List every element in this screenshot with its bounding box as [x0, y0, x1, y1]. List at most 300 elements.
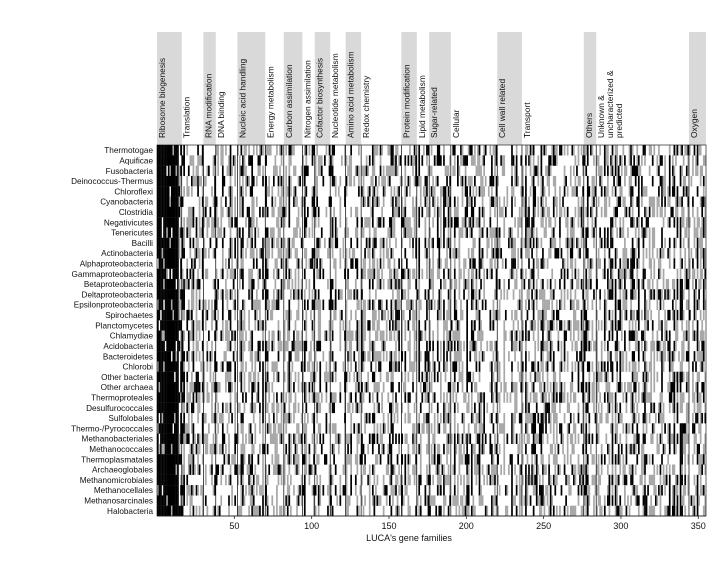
- heatmap-cell: [670, 361, 672, 371]
- heatmap-cell: [575, 269, 577, 279]
- heatmap-cell: [661, 197, 663, 207]
- heatmap-cell: [455, 444, 457, 454]
- heatmap-cell: [568, 403, 570, 413]
- heatmap-cell: [462, 382, 464, 392]
- heatmap-cell: [168, 341, 170, 351]
- heatmap-cell: [479, 207, 481, 217]
- heatmap-cell: [197, 382, 199, 392]
- heatmap-cell: [248, 279, 250, 289]
- heatmap-cell: [305, 227, 307, 237]
- heatmap-cell: [183, 331, 185, 341]
- heatmap-cell: [165, 372, 167, 382]
- heatmap-cell: [684, 176, 686, 186]
- heatmap-cell: [374, 227, 376, 237]
- heatmap-cell: [169, 413, 171, 423]
- heatmap-cell: [332, 248, 334, 258]
- heatmap-cell: [174, 155, 176, 165]
- heatmap-cell: [177, 186, 179, 196]
- heatmap-cell: [635, 227, 637, 237]
- heatmap-cell: [508, 279, 510, 289]
- heatmap-cell: [536, 238, 538, 248]
- heatmap-cell: [333, 392, 335, 402]
- heatmap-cell: [459, 341, 461, 351]
- heatmap-cell: [278, 300, 280, 310]
- heatmap-cell: [244, 166, 246, 176]
- heatmap-cell: [443, 207, 445, 217]
- heatmap-cell: [409, 227, 411, 237]
- heatmap-cell: [633, 248, 635, 258]
- heatmap-cell: [542, 310, 544, 320]
- heatmap-cell: [500, 155, 502, 165]
- heatmap-cell: [471, 300, 473, 310]
- heatmap-cell: [162, 423, 164, 433]
- heatmap-cell: [516, 176, 518, 186]
- heatmap-cell: [483, 413, 485, 423]
- heatmap-cell: [169, 207, 171, 217]
- heatmap-cell: [448, 289, 450, 299]
- heatmap-cell: [534, 289, 536, 299]
- heatmap-cell: [483, 269, 485, 279]
- heatmap-cell: [174, 279, 176, 289]
- heatmap-cell: [489, 269, 491, 279]
- heatmap-cell: [633, 372, 635, 382]
- heatmap-cell: [674, 310, 676, 320]
- heatmap-cell: [285, 166, 287, 176]
- heatmap-cell: [321, 155, 323, 165]
- heatmap-cell: [622, 351, 624, 361]
- heatmap-cell: [570, 258, 572, 268]
- heatmap-cell: [471, 392, 473, 402]
- heatmap-cell: [525, 217, 527, 227]
- heatmap-cell: [326, 382, 328, 392]
- heatmap-cell: [239, 403, 241, 413]
- heatmap-cell: [485, 300, 487, 310]
- heatmap-cell: [602, 269, 604, 279]
- heatmap-cell: [616, 248, 618, 258]
- heatmap-cell: [525, 361, 527, 371]
- heatmap-cell: [686, 372, 688, 382]
- heatmap-cell: [674, 434, 676, 444]
- heatmap-cell: [670, 207, 672, 217]
- heatmap-cell: [206, 269, 208, 279]
- heatmap-cell: [369, 289, 371, 299]
- heatmap-cell: [445, 423, 447, 433]
- heatmap-cell: [211, 403, 213, 413]
- heatmap-cell: [271, 310, 273, 320]
- heatmap-cell: [567, 392, 569, 402]
- heatmap-cell: [159, 351, 161, 361]
- heatmap-cell: [622, 289, 624, 299]
- heatmap-cell: [408, 413, 410, 423]
- heatmap-cell: [222, 186, 224, 196]
- heatmap-cell: [573, 413, 575, 423]
- heatmap-cell: [350, 331, 352, 341]
- heatmap-cell: [339, 434, 341, 444]
- heatmap-cell: [248, 145, 250, 155]
- heatmap-cell: [409, 217, 411, 227]
- heatmap-cell: [675, 372, 677, 382]
- heatmap-cell: [258, 341, 260, 351]
- heatmap-cell: [636, 166, 638, 176]
- heatmap-cell: [168, 413, 170, 423]
- heatmap-cell: [516, 269, 518, 279]
- heatmap-cell: [372, 279, 374, 289]
- heatmap-cell: [357, 300, 359, 310]
- heatmap-cell: [581, 238, 583, 248]
- heatmap-cell: [556, 423, 558, 433]
- heatmap-cell: [244, 310, 246, 320]
- heatmap-cell: [544, 403, 546, 413]
- heatmap-cell: [510, 392, 512, 402]
- heatmap-cell: [312, 413, 314, 423]
- heatmap-cell: [372, 413, 374, 423]
- heatmap-cell: [278, 320, 280, 330]
- heatmap-cell: [440, 372, 442, 382]
- heatmap-cell: [288, 248, 290, 258]
- heatmap-cell: [525, 166, 527, 176]
- heatmap-cell: [686, 186, 688, 196]
- heatmap-cell: [357, 382, 359, 392]
- heatmap-cell: [335, 217, 337, 227]
- heatmap-cell: [245, 331, 247, 341]
- heatmap-cell: [183, 361, 185, 371]
- heatmap-cell: [174, 351, 176, 361]
- heatmap-cell: [168, 155, 170, 165]
- heatmap-cell: [536, 392, 538, 402]
- heatmap-cell: [241, 310, 243, 320]
- heatmap-cell: [392, 361, 394, 371]
- heatmap-cell: [179, 392, 181, 402]
- heatmap-cell: [691, 248, 693, 258]
- heatmap-cell: [618, 413, 620, 423]
- heatmap-cell: [231, 382, 233, 392]
- heatmap-cell: [165, 145, 167, 155]
- heatmap-cell: [225, 289, 227, 299]
- heatmap-cell: [186, 186, 188, 196]
- heatmap-cell: [619, 258, 621, 268]
- heatmap-cell: [392, 248, 394, 258]
- heatmap-cell: [363, 186, 365, 196]
- heatmap-cell: [281, 186, 283, 196]
- heatmap-cell: [176, 434, 178, 444]
- heatmap-cell: [267, 310, 269, 320]
- heatmap-cell: [701, 166, 703, 176]
- heatmap-cell: [369, 238, 371, 248]
- heatmap-cell: [273, 331, 275, 341]
- heatmap-cell: [248, 434, 250, 444]
- heatmap-cell: [604, 372, 606, 382]
- heatmap-cell: [698, 341, 700, 351]
- heatmap-cell: [239, 341, 241, 351]
- heatmap-cell: [681, 320, 683, 330]
- heatmap-cell: [248, 155, 250, 165]
- heatmap-cell: [533, 155, 535, 165]
- heatmap-cell: [288, 186, 290, 196]
- heatmap-cell: [548, 217, 550, 227]
- heatmap-cell: [604, 207, 606, 217]
- heatmap-cell: [491, 258, 493, 268]
- heatmap-cell: [378, 176, 380, 186]
- heatmap-cell: [592, 176, 594, 186]
- heatmap-cell: [230, 372, 232, 382]
- heatmap-cell: [304, 392, 306, 402]
- heatmap-cell: [683, 341, 685, 351]
- heatmap-cell: [418, 444, 420, 454]
- heatmap-cell: [188, 166, 190, 176]
- heatmap-cell: [434, 392, 436, 402]
- heatmap-cell: [253, 413, 255, 423]
- heatmap-cell: [667, 382, 669, 392]
- heatmap-cell: [241, 197, 243, 207]
- heatmap-cell: [168, 258, 170, 268]
- heatmap-cell: [276, 217, 278, 227]
- heatmap-cell: [503, 331, 505, 341]
- heatmap-cell: [285, 197, 287, 207]
- heatmap-cell: [418, 372, 420, 382]
- heatmap-cell: [626, 207, 628, 217]
- heatmap-cell: [686, 382, 688, 392]
- heatmap-cell: [305, 444, 307, 454]
- heatmap-cell: [251, 289, 253, 299]
- heatmap-cell: [459, 248, 461, 258]
- heatmap-cell: [499, 423, 501, 433]
- heatmap-cell: [443, 217, 445, 227]
- heatmap-cell: [338, 186, 340, 196]
- heatmap-cell: [694, 300, 696, 310]
- heatmap-cell: [186, 227, 188, 237]
- heatmap-cell: [553, 227, 555, 237]
- heatmap-cell: [247, 207, 249, 217]
- heatmap-cell: [703, 444, 705, 454]
- heatmap-cell: [483, 145, 485, 155]
- heatmap-cell: [511, 227, 513, 237]
- heatmap-cell: [193, 361, 195, 371]
- heatmap-cell: [455, 300, 457, 310]
- heatmap-cell: [469, 197, 471, 207]
- heatmap-cell: [669, 372, 671, 382]
- heatmap-cell: [163, 361, 165, 371]
- heatmap-cell: [547, 434, 549, 444]
- heatmap-cell: [528, 155, 530, 165]
- heatmap-cell: [684, 258, 686, 268]
- heatmap-cell: [339, 341, 341, 351]
- heatmap-cell: [619, 279, 621, 289]
- heatmap-cell: [309, 382, 311, 392]
- heatmap-cell: [610, 289, 612, 299]
- heatmap-cell: [242, 166, 244, 176]
- heatmap-cell: [494, 145, 496, 155]
- heatmap-cell: [183, 186, 185, 196]
- heatmap-cell: [290, 372, 292, 382]
- heatmap-cell: [225, 145, 227, 155]
- heatmap-cell: [607, 289, 609, 299]
- heatmap-cell: [598, 434, 600, 444]
- heatmap-cell: [590, 279, 592, 289]
- heatmap-cell: [174, 320, 176, 330]
- heatmap-cell: [352, 248, 354, 258]
- heatmap-cell: [507, 186, 509, 196]
- heatmap-cell: [426, 310, 428, 320]
- heatmap-cell: [168, 145, 170, 155]
- heatmap-cell: [511, 331, 513, 341]
- heatmap-cell: [160, 392, 162, 402]
- heatmap-cell: [663, 413, 665, 423]
- heatmap-cell: [683, 434, 685, 444]
- heatmap-cell: [578, 269, 580, 279]
- heatmap-cell: [537, 197, 539, 207]
- heatmap-cell: [636, 331, 638, 341]
- heatmap-cell: [174, 454, 176, 464]
- heatmap-cell: [460, 155, 462, 165]
- heatmap-cell: [370, 341, 372, 351]
- heatmap-cell: [253, 300, 255, 310]
- heatmap-cell: [171, 331, 173, 341]
- heatmap-cell: [186, 351, 188, 361]
- heatmap-cell: [672, 186, 674, 196]
- heatmap-cell: [389, 361, 391, 371]
- heatmap-cell: [499, 207, 501, 217]
- heatmap-cell: [678, 372, 680, 382]
- heatmap-cell: [471, 145, 473, 155]
- heatmap-cell: [564, 289, 566, 299]
- heatmap-cell: [541, 341, 543, 351]
- heatmap-cell: [437, 197, 439, 207]
- heatmap-cell: [663, 341, 665, 351]
- heatmap-cell: [177, 166, 179, 176]
- heatmap-cell: [316, 145, 318, 155]
- heatmap-cell: [392, 320, 394, 330]
- heatmap-cell: [271, 238, 273, 248]
- heatmap-cell: [383, 351, 385, 361]
- heatmap-cell: [476, 423, 478, 433]
- heatmap-cell: [630, 403, 632, 413]
- heatmap-cell: [466, 207, 468, 217]
- heatmap-cell: [224, 351, 226, 361]
- heatmap-cell: [692, 197, 694, 207]
- heatmap-cell: [440, 351, 442, 361]
- heatmap-cell: [576, 351, 578, 361]
- heatmap-cell: [244, 382, 246, 392]
- heatmap-cell: [404, 289, 406, 299]
- heatmap-cell: [205, 248, 207, 258]
- heatmap-cell: [462, 413, 464, 423]
- heatmap-cell: [387, 176, 389, 186]
- heatmap-cell: [604, 155, 606, 165]
- heatmap-cell: [162, 434, 164, 444]
- heatmap-cell: [166, 207, 168, 217]
- heatmap-cell: [307, 300, 309, 310]
- heatmap-cell: [622, 258, 624, 268]
- heatmap-cell: [332, 227, 334, 237]
- heatmap-cell: [527, 382, 529, 392]
- heatmap-cell: [312, 289, 314, 299]
- heatmap-cell: [168, 444, 170, 454]
- heatmap-cell: [657, 207, 659, 217]
- heatmap-cell: [389, 145, 391, 155]
- heatmap-cell: [372, 248, 374, 258]
- heatmap-cell: [293, 403, 295, 413]
- heatmap-cell: [163, 434, 165, 444]
- heatmap-cell: [332, 444, 334, 454]
- heatmap-cell: [658, 444, 660, 454]
- heatmap-cell: [189, 392, 191, 402]
- heatmap-cell: [664, 351, 666, 361]
- heatmap-cell: [480, 279, 482, 289]
- heatmap-cell: [644, 413, 646, 423]
- heatmap-cell: [234, 331, 236, 341]
- heatmap-cell: [462, 227, 464, 237]
- heatmap-cell: [262, 372, 264, 382]
- heatmap-cell: [530, 372, 532, 382]
- heatmap-cell: [579, 351, 581, 361]
- heatmap-cell: [234, 382, 236, 392]
- heatmap-cell: [531, 423, 533, 433]
- heatmap-cell: [384, 176, 386, 186]
- heatmap-cell: [420, 331, 422, 341]
- heatmap-cell: [296, 248, 298, 258]
- heatmap-cell: [414, 434, 416, 444]
- heatmap-cell: [412, 320, 414, 330]
- heatmap-cell: [381, 434, 383, 444]
- heatmap-cell: [621, 269, 623, 279]
- heatmap-cell: [364, 320, 366, 330]
- heatmap-cell: [217, 227, 219, 237]
- heatmap-cell: [517, 176, 519, 186]
- heatmap-cell: [528, 227, 530, 237]
- heatmap-cell: [692, 155, 694, 165]
- heatmap-cell: [638, 434, 640, 444]
- heatmap-cell: [177, 444, 179, 454]
- heatmap-cell: [619, 155, 621, 165]
- heatmap-cell: [332, 145, 334, 155]
- heatmap-cell: [166, 289, 168, 299]
- heatmap-cell: [534, 197, 536, 207]
- heatmap-cell: [332, 217, 334, 227]
- heatmap-cell: [592, 434, 594, 444]
- heatmap-cell: [533, 227, 535, 237]
- heatmap-cell: [550, 248, 552, 258]
- heatmap-cell: [585, 444, 587, 454]
- heatmap-cell: [347, 444, 349, 454]
- heatmap-cell: [694, 289, 696, 299]
- heatmap-cell: [674, 413, 676, 423]
- heatmap-cell: [357, 227, 359, 237]
- heatmap-cell: [607, 413, 609, 423]
- heatmap-cell: [172, 207, 174, 217]
- heatmap-cell: [309, 351, 311, 361]
- heatmap-cell: [525, 227, 527, 237]
- heatmap-cell: [273, 238, 275, 248]
- heatmap-cell: [172, 372, 174, 382]
- heatmap-cell: [186, 423, 188, 433]
- heatmap-cell: [363, 341, 365, 351]
- heatmap-cell: [602, 361, 604, 371]
- heatmap-cell: [694, 145, 696, 155]
- heatmap-cell: [295, 392, 297, 402]
- heatmap-cell: [191, 217, 193, 227]
- heatmap-cell: [254, 351, 256, 361]
- heatmap-cell: [281, 217, 283, 227]
- heatmap-cell: [174, 300, 176, 310]
- heatmap-cell: [166, 269, 168, 279]
- heatmap-cell: [381, 392, 383, 402]
- heatmap-cell: [601, 186, 603, 196]
- heatmap-cell: [369, 434, 371, 444]
- heatmap-cell: [581, 341, 583, 351]
- heatmap-cell: [562, 434, 564, 444]
- heatmap-cell: [590, 341, 592, 351]
- heatmap-cell: [293, 413, 295, 423]
